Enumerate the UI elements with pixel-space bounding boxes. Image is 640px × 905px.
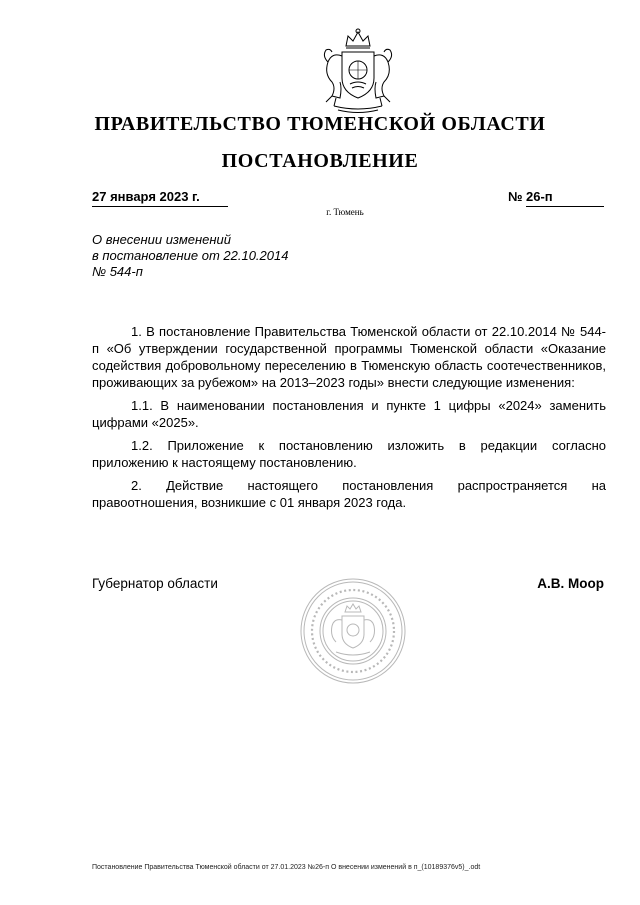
document-date: 27 января 2023 г.	[92, 189, 228, 207]
subject-line: № 544-п	[92, 264, 143, 279]
number-value: 26-п	[526, 189, 604, 207]
footer-file-info: Постановление Правительства Тюменской области от 27.01.2023 №26-п О внесении изменений в п_(10189376v5)_.odt	[92, 864, 481, 871]
body-paragraph: 1. В постановление Правительства Тюменской области от 22.10.2014 № 544-п «Об утверждении государственной программы Тюменской области «Оказание содействия добровольному переселению в Тюменскую область соотечественников, проживающих за рубежом» на 2013–2023 годы» внести следующие изменения:	[92, 324, 606, 390]
city-label: г. Тюмень	[326, 207, 364, 217]
body-paragraph: 2. Действие настоящего постановления распространяется на правоотношения, возникшие с 01 января 2023 года.	[92, 478, 606, 510]
subject-line: в постановление от 22.10.2014	[92, 248, 289, 263]
document-type-heading: ПОСТАНОВЛЕНИЕ	[221, 150, 419, 172]
body-paragraph: 1.1. В наименовании постановления и пункте 1 цифры «2024» заменить цифрами «2025».	[92, 398, 606, 430]
signer-name: А.В. Моор	[537, 576, 604, 591]
number-sign: №	[508, 189, 523, 204]
organization-title: ПРАВИТЕЛЬСТВО ТЮМЕНСКОЙ ОБЛАСТИ	[94, 113, 546, 135]
document-body	[92, 323, 606, 511]
document-subject	[92, 232, 352, 280]
document-number	[508, 189, 604, 206]
body-paragraph: 1.2. Приложение к постановлению изложить в редакции согласно приложению к настоящему постановлению.	[92, 438, 606, 470]
official-seal-icon	[298, 576, 408, 686]
coat-of-arms-icon	[312, 26, 404, 118]
signer-role: Губернатор области	[92, 576, 218, 591]
subject-line: О внесении изменений	[92, 232, 231, 247]
